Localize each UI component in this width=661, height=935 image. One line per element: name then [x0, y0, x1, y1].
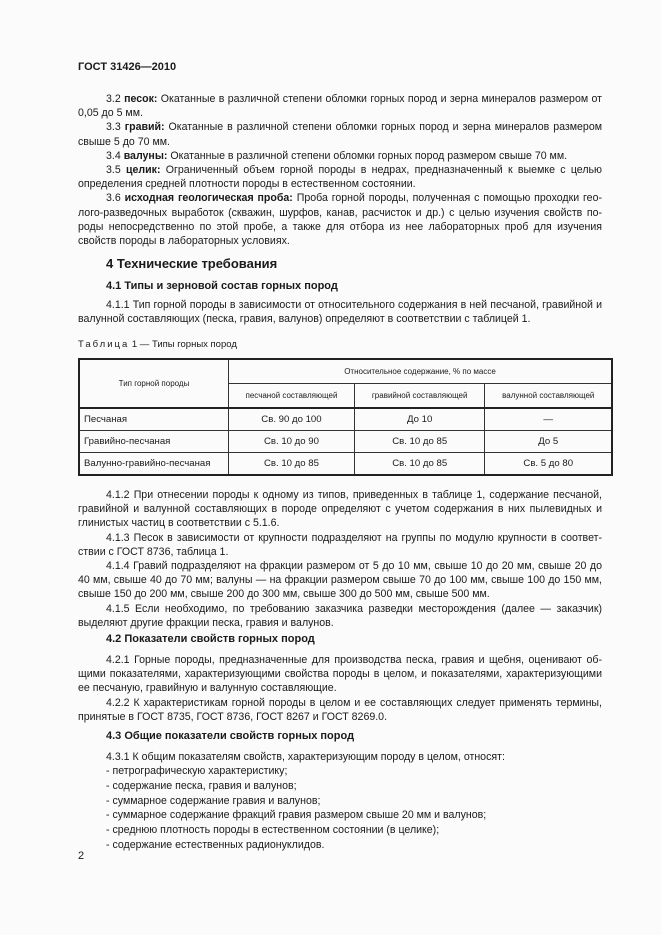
section-4-1-heading: 4.1 Типы и зерновой состав горных пород [106, 280, 338, 292]
definition-3-4: 3.4 валуны: Окатанные в различной степени обломки горных пород размером свыше 70 мм. [106, 149, 568, 162]
paragraph-4-2-2: 4.2.2 К характеристикам горной породы в целом и ее составляющих следует применять термины, принятые в ГОСТ 8735, ГОСТ 8736, ГОСТ 8267 и ГОСТ 8269.0. [78, 696, 602, 723]
table-cell: Св. 10 до 85 [354, 453, 485, 476]
list-item: - содержание песка, гравия и валунов; [106, 779, 297, 792]
section-4-1-paragraphs [78, 488, 602, 630]
rock-types-table [78, 358, 613, 476]
list-item: - среднюю плотность породы в естественном состоянии (в целике); [106, 824, 440, 837]
column-group-header: Относительное содержание, % по массе [229, 359, 613, 384]
paragraph-4-1-2: 4.1.2 При отнесении породы к одному из типов, приведенных в таблице 1, содержание песчаной, гравийной и валунной составляющих в породе определяют с учетом содержания в них пылевидных и глинистых частиц в соответствии с 5.1.6. [78, 489, 602, 530]
section-3-definitions [78, 92, 602, 248]
table-cell: Песчаная [79, 408, 229, 431]
table-cell: До 10 [354, 408, 485, 431]
section-4-2-heading: 4.2 Показатели свойств горных пород [106, 633, 315, 645]
document-header: ГОСТ 31426—2010 [78, 61, 177, 73]
table-cell: Св. 10 до 85 [229, 453, 355, 476]
paragraph-4-1-1: 4.1.1 Тип горной породы в зависимости от относительного содержания в ней песчаной, гравийной и валунной составляющих (песка, гравия, валунов) определяют в соответствии с таблицей 1. [78, 299, 602, 326]
definition-3-5: 3.5 целик: Ограниченный объем горной породы в недрах, предназначенный к выемке с целью определения средней плотности породы в естественном состоянии. [78, 164, 602, 191]
table-caption: Таблица 1 — Типы горных пород [78, 339, 237, 350]
column-header-sand: песчаной составляющей [229, 384, 355, 409]
list-item: - содержание естественных радионуклидов. [106, 838, 325, 851]
table-cell: Св. 5 до 80 [485, 453, 612, 476]
column-header-boulder: валунной составляющей [485, 384, 612, 409]
table-cell: Валунно-гравийно-песчаная [79, 453, 229, 476]
paragraph-4-2-1: 4.2.1 Горные породы, предназначенные для производства песка, гравия и щебня, оценивают общими показателями, характеризующими свойства породы в целом, и показателями, характеризующими ее песчаную, гравийную и валунную составляющие. [78, 654, 602, 695]
table-cell: Гравийно-песчаная [79, 431, 229, 453]
section-4-3-heading: 4.3 Общие показатели свойств горных пород [106, 730, 355, 742]
table-row [79, 408, 612, 431]
list-item: - суммарное содержание гравия и валунов; [106, 794, 321, 807]
list-item: - петрографическую характеристику; [106, 765, 288, 778]
column-header-rock-type: Тип горной породы [79, 359, 229, 408]
paragraph-4-1-3: 4.1.3 Песок в зависимости от крупности подразделяют на группы по модулю крупности в соответствии с ГОСТ 8736, таблица 1. [78, 531, 602, 558]
table-cell: Св. 10 до 90 [229, 431, 355, 453]
table-row [79, 453, 612, 476]
definition-3-3: 3.3 гравий: Окатанные в различной степени обломки горных пород и зерна минералов размером свыше 5 до 70 мм. [78, 121, 603, 148]
paragraph-4-3-1: 4.3.1 К общим показателям свойств, характеризующим породу в целом, относят: [106, 751, 505, 763]
table-cell: До 5 [485, 431, 612, 453]
paragraph-4-1-4: 4.1.4 Гравий подразделяют на фракции размером от 5 до 10 мм, свыше 10 до 20 мм, свыше 20 до 40 мм, свыше 40 до 70 мм; валуны — на фракции размером свыше 70 до 100 мм, свыше 100 до 150 мм, свыше 150 до 200 мм, свыше 200 до 300 мм, свыше 300 до 500 мм, свыше 500 мм. [78, 560, 602, 601]
page-number: 2 [78, 850, 85, 862]
column-header-gravel: гравийной составляющей [354, 384, 485, 409]
indicator-list [78, 764, 602, 852]
section-4-heading: 4 Технические требования [106, 256, 278, 271]
table-cell: — [485, 408, 612, 431]
paragraph-4-1-5: 4.1.5 Если необходимо, по требованию заказчика разведки месторождения (далее — заказчик) выделяют другие фракции песка, гравия и валунов. [78, 602, 602, 629]
definition-3-6: 3.6 исходная геологическая проба: Проба горной породы, полученная с помощью проходки геолого-разведочных выработок (скважин, шурфов, канав, расчисток и др.) с целью изучения свойств породы непосредственно по этой пробе, а также для отбора из нее лабораторных проб для изучения свойств породы в лабораторных условиях. [78, 192, 602, 248]
table-row [79, 431, 612, 453]
table-cell: Св. 10 до 85 [354, 431, 485, 453]
definition-3-2: 3.2 песок: Окатанные в различной степени обломки горных пород и зерна минералов размером от 0,05 до 5 мм. [78, 93, 602, 120]
table-cell: Св. 90 до 100 [229, 408, 355, 431]
list-item: - суммарное содержание фракций гравия размером свыше 20 мм и валунов; [106, 809, 487, 822]
